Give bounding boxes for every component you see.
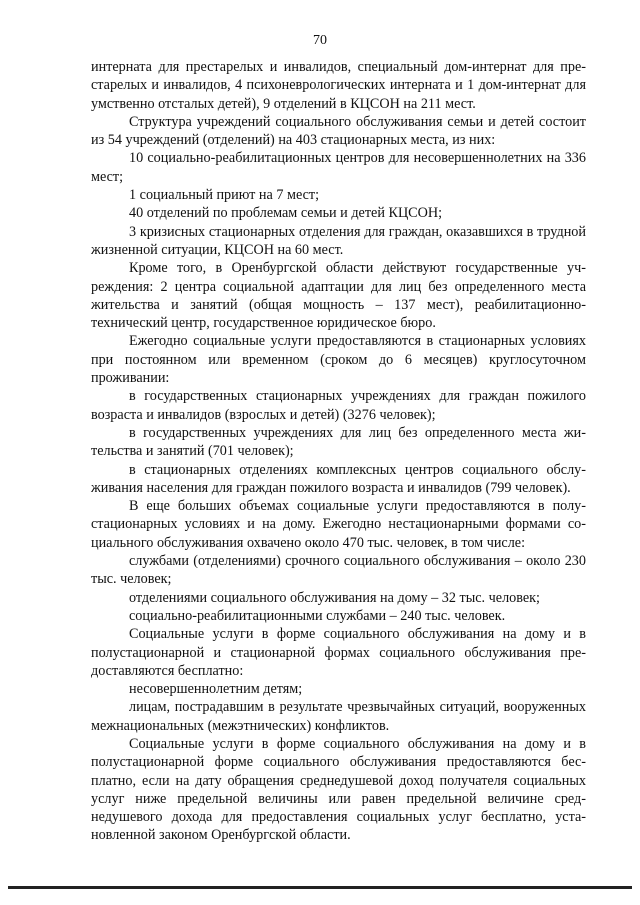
paragraph-19: Социальные услуги в форме социального обслуживания на дому и в полустационарной форме социального обслуживания предоставляются бесплатно, если на дату обращения среднедушевой доход получателя социальных услуг ниже предельной величины или равен предельной величине среднедушевого дохода для предоставления социальных услуг бесплатно, установленной законом Оренбургской области. <box>91 735 586 844</box>
paragraph-18: лицам, пострадавшим в результате чрезвычайных ситуаций, вооруженных межнациональных (межэтнических) конфликтов. <box>91 699 586 734</box>
paragraph-9: в государственных стационарных учреждениях для граждан пожилого возраста и инвалидов (взрослых и детей) (3276 человек); <box>91 388 586 423</box>
paragraph-13: службами (отделениями) срочного социального обслуживания – около 230 тыс. человек; <box>91 553 586 588</box>
paragraph-5: 40 отделений по проблемам семьи и детей КЦСОН; <box>129 205 443 222</box>
paragraph-14: отделениями социального обслуживания на дому – 32 тыс. человек; <box>129 589 540 606</box>
paragraph-3: 10 социально-реабилитационных центров для несовершеннолетних на 336 мест; <box>91 150 586 185</box>
paragraph-15: социально-реабилитационными службами – 240 тыс. человек. <box>129 607 506 624</box>
paragraph-17: несовершеннолетним детям; <box>129 681 303 698</box>
paragraph-10: в государственных учреждениях для лиц без определенного места жительства и занятий (701 человек); <box>91 424 586 460</box>
body-text <box>91 58 586 845</box>
page-number: 70 <box>313 33 327 48</box>
paragraph-16: Социальные услуги в форме социального обслуживания на дому и в полустационарной и стационарной формах социального обслуживания предоставляются бесплатно: <box>91 626 586 679</box>
paragraph-8: Ежегодно социальные услуги предоставляются в стационарных условиях при постоянном или временном (сроком до 6 месяцев) круглосуточном проживании: <box>91 333 586 387</box>
paragraph-12: В еще больших объемах социальные услуги предоставляются в полустационарных условиях и на дому. Ежегодно нестационарными формами социального обслуживания охвачено около 470 тыс. человек, в том числе: <box>91 498 586 551</box>
paragraph-4: 1 социальный приют на 7 мест; <box>129 187 320 204</box>
paragraph-1: интерната для престарелых и инвалидов, специальный дом-интернат для престарелых и инвалидов, 4 психоневрологических интерната и 1 дом-интернат для умственно отсталых детей), 9 отделений в КЦСОН на 211 мест. <box>91 59 586 112</box>
paragraph-11: в стационарных отделениях комплексных центров социального обслуживания населения для граждан пожилого возраста и инвалидов (799 человек). <box>91 461 586 496</box>
bottom-rule <box>8 886 632 889</box>
paragraph-7: Кроме того, в Оренбургской области действуют государственные учреждения: 2 центра социальной адаптации для лиц без определенного места жительства и занятий (общая мощность – 137 мест), реабилитационно-технический центр, государственное юридическое бюро. <box>91 260 586 332</box>
paragraph-6: 3 кризисных стационарных отделения для граждан, оказавшихся в трудной жизненной ситуации, КЦСОН на 60 мест. <box>91 223 586 258</box>
paragraph-2: Структура учреждений социального обслуживания семьи и детей состоит из 54 учреждений (отделений) на 403 стационарных места, из них: <box>91 113 586 149</box>
